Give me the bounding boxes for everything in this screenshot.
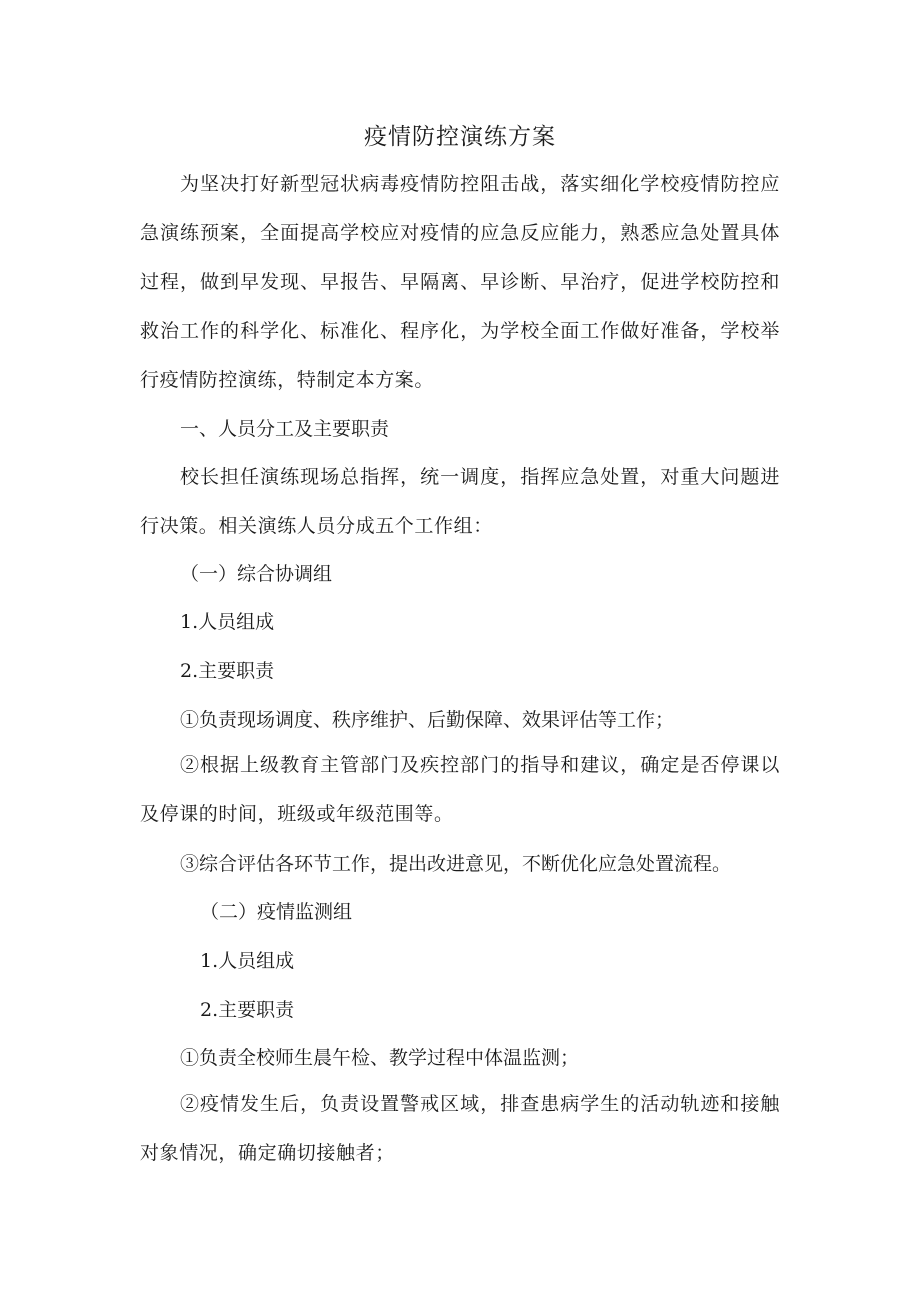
group1-duty-3: ③综合评估各环节工作，提出改进意见，不断优化应急处置流程。 [180, 853, 732, 875]
section1-heading: 一、人员分工及主要职责 [180, 418, 390, 440]
group1-duty-1: ①负责现场调度、秩序维护、后勤保障、效果评估等工作； [180, 709, 675, 731]
group1-heading: （一）综合协调组 [180, 563, 333, 585]
group1-duty-2: ②根据上级教育主管部门及疾控部门的指导和建议，确定是否停课以及停课的时间，班级或年级范围等。 [140, 754, 780, 825]
group1-item-duties: 2.主要职责 [180, 660, 275, 682]
group2-item-members: 1.人员组成 [200, 950, 295, 972]
group2-duty-1: ①负责全校师生晨午检、教学过程中体温监测； [180, 1047, 580, 1069]
section1-body: 校长担任演练现场总指挥，统一调度，指挥应急处置，对重大问题进行决策。相关演练人员分成五个工作组： [140, 466, 780, 537]
intro-paragraph: 为坚决打好新型冠状病毒疫情防控阻击战，落实细化学校疫情防控应急演练预案，全面提高学校应对疫情的应急反应能力，熟悉应急处置具体过程，做到早发现、早报告、早隔离、早诊断、早治疗，促进学校防控和救治工作的科学化、标准化、程序化，为学校全面工作做好准备，学校举行疫情防控演练，特制定本方案。 [140, 173, 780, 391]
group2-duty-2: ②疫情发生后，负责设置警戒区域，排查患病学生的活动轨迹和接触对象情况，确定确切接触者； [140, 1093, 780, 1164]
group1-item-members: 1.人员组成 [180, 611, 275, 633]
group2-item-duties: 2.主要职责 [200, 999, 295, 1021]
group2-heading: （二）疫情监测组 [200, 901, 353, 923]
document-title: 疫情防控演练方案 [364, 124, 556, 150]
